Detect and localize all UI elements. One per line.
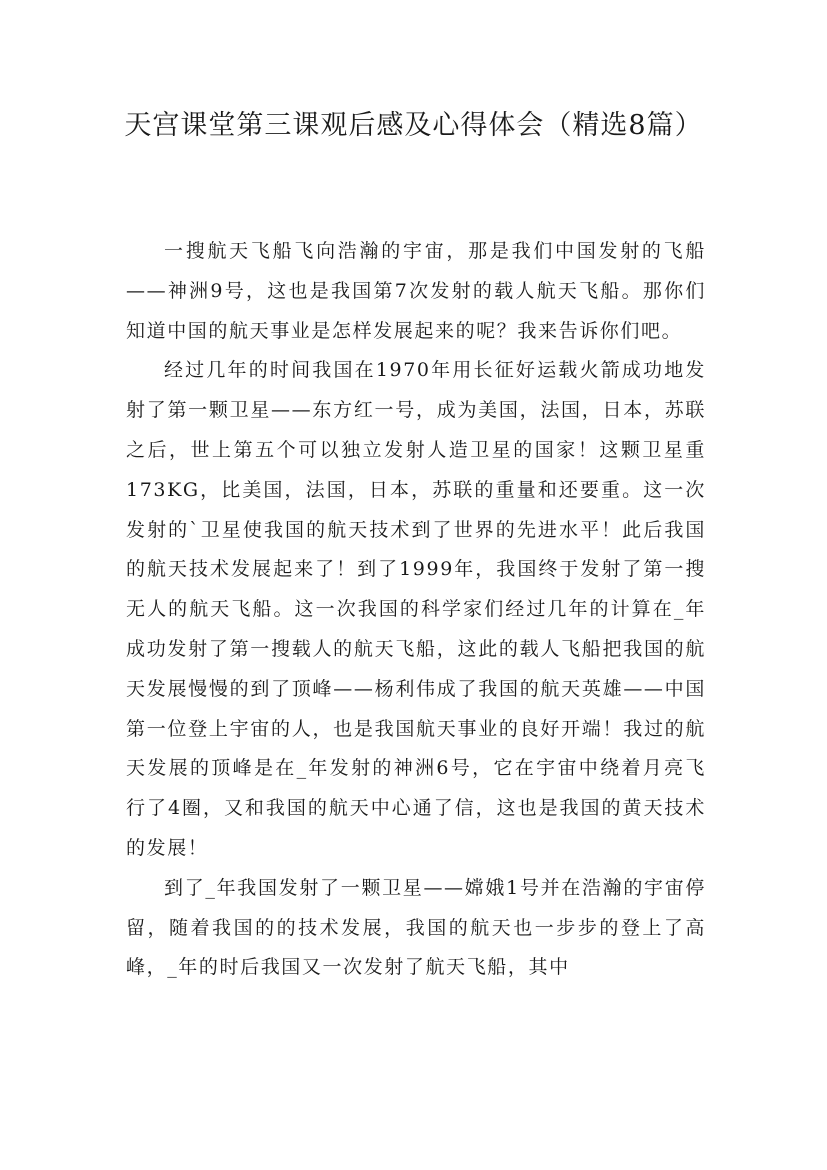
paragraph-2: 经过几年的时间我国在1970年用长征好运载火箭成功地发射了第一颗卫星——东方红一号，成为美国，法国，日本，苏联之后，世上第五个可以独立发射人造卫星的国家！这颗卫星重173KG，比美国，法国，日本，苏联的重量和还要重。这一次发射的`卫星使我国的航天技术到了世界的先进水平！此后我国的航天技术发展起来了！到了1999年，我国终于发射了第一搜无人的航天飞船。这一次我国的科学家们经过几年的计算在_年成功发射了第一搜载人的航天飞船，这此的载人飞船把我国的航天发展慢慢的到了顶峰——杨利伟成了我国的航天英雄——中国第一位登上宇宙的人，也是我国航天事业的良好开端！我过的航天发展的顶峰是在_年发射的神洲6号，它在宇宙中绕着月亮飞行了4圈，又和我国的航天中心通了信，这也是我国的黄天技术的发展！ [126, 359, 706, 859]
paragraph-1: 一搜航天飞船飞向浩瀚的宇宙，那是我们中国发射的飞船——神洲9号，这也是我国第7次发射的载人航天飞船。那你们知道中国的航天事业是怎样发展起来的呢？我来告诉你们吧。 [126, 240, 706, 342]
paragraph-3: 到了_年我国发射了一颗卫星——嫦娥1号并在浩瀚的宇宙停留，随着我国的的技术发展，我国的航天也一步步的登上了高峰，_年的时后我国又一次发射了航天飞船，其中 [126, 876, 706, 979]
document-title: 天宫课堂第三课观后感及心得体会（精选8篇） [124, 110, 703, 141]
document-body [126, 232, 706, 988]
